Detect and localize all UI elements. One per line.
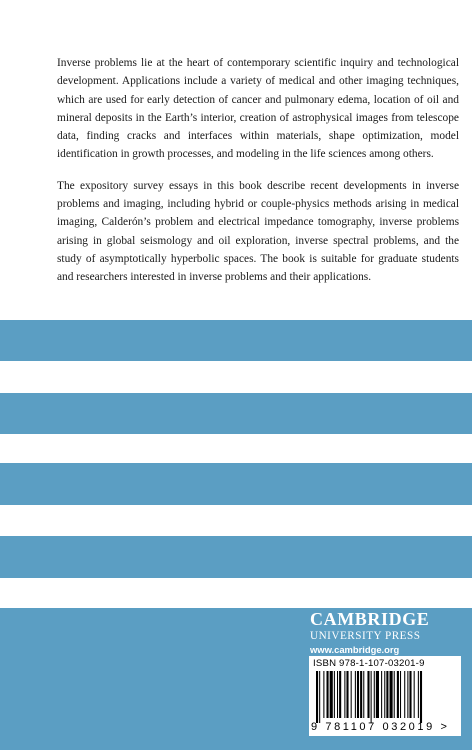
decorative-stripe (0, 463, 472, 505)
barcode-digits: 9 781107 032019 > (311, 721, 450, 733)
cover-blurb (57, 54, 459, 300)
decorative-stripe (0, 393, 472, 434)
decorative-stripe (0, 320, 472, 361)
blurb-paragraph-2: The expository survey essays in this book describe recent developments in inverse problems and imaging, including hybrid or couple-physics methods arising in medical imaging, Calderón’s problem and electrical impedance tomography, inverse problems arising in global seismology and oil exploration, inverse spectral problems, and the study of asymptotically hyperbolic spaces. The book is suitable for graduate students and researchers interested in inverse problems and their applications. (57, 179, 459, 284)
isbn-label: ISBN 978-1-107-03201-9 (313, 658, 425, 669)
publisher-logo (310, 610, 470, 656)
isbn-barcode (309, 656, 461, 736)
barcode-bars (312, 671, 458, 723)
publisher-subname: UNIVERSITY PRESS (310, 630, 421, 642)
blurb-paragraph-1: Inverse problems lie at the heart of contemporary scientific inquiry and technological development. Applications include a variety of medical and other imaging techniques, which are used for early detection of cancer and pulmonary edema, location of oil and mineral deposits in the Earth’s interior, creation of astrophysical images from telescope data, finding cracks and interfaces within materials, shape optimization, model identification in growth processes, and modeling in the life sciences among others. (57, 57, 459, 161)
publisher-url: www.cambridge.org (310, 644, 400, 655)
decorative-stripe (0, 536, 472, 578)
publisher-name: CAMBRIDGE (310, 609, 430, 629)
